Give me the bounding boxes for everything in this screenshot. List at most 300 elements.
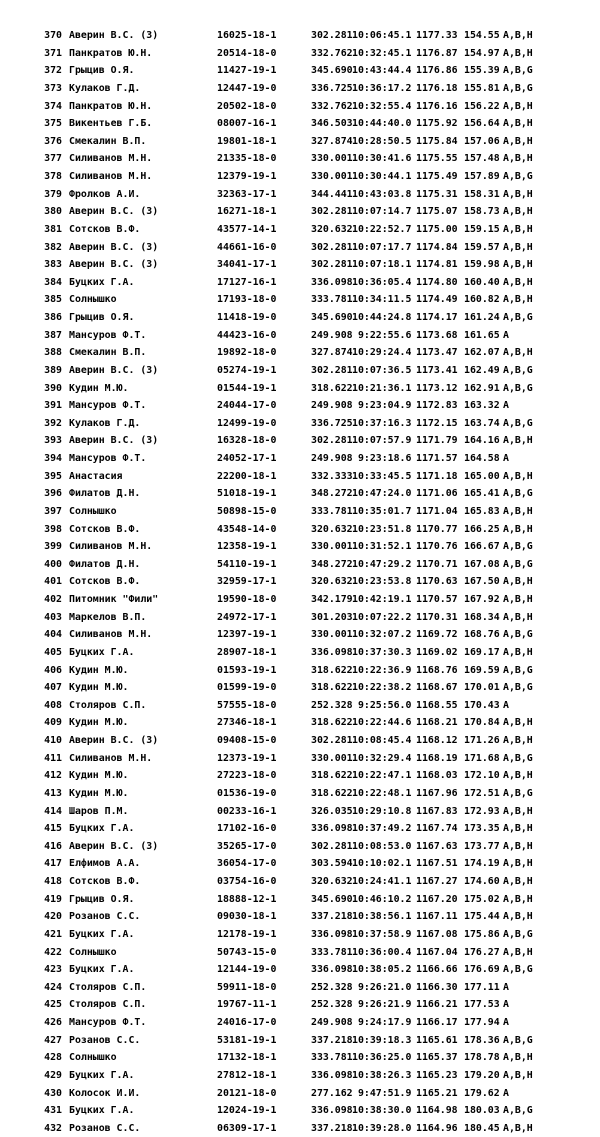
ring-number-cell: 01544-19-1 <box>217 382 277 394</box>
rank-cell: 408 <box>44 699 62 711</box>
rank-cell: 379 <box>44 188 62 200</box>
rank-cell: 398 <box>44 523 62 535</box>
speed-cell: 1171.79 <box>416 435 458 447</box>
coefficient-cell: 157.48 <box>464 153 500 165</box>
arrival-time-cell: 10:32:29.4 <box>352 752 412 764</box>
table-row <box>36 150 592 168</box>
coefficient-cell: 179.20 <box>464 1069 500 1081</box>
flags-cell: А,В,G <box>503 82 533 94</box>
flags-cell: А <box>503 329 509 341</box>
arrival-time-cell: 10:39:28.0 <box>352 1122 412 1134</box>
coefficient-cell: 155.39 <box>464 65 500 77</box>
flags-cell: А <box>503 699 509 711</box>
arrival-time-cell: 10:42:19.1 <box>352 594 412 605</box>
fancier-name-cell: Буцких Г.А. <box>69 823 135 835</box>
ring-number-cell: 20514-18-0 <box>217 47 277 59</box>
coefficient-cell: 161.24 <box>464 312 500 323</box>
speed-cell: 1168.67 <box>416 682 458 694</box>
speed-cell: 1175.00 <box>416 223 458 235</box>
rank-cell: 409 <box>44 717 62 729</box>
table-row <box>36 926 592 944</box>
distance-cell: 326.035 <box>311 805 353 817</box>
arrival-time-cell: 10:44:24.8 <box>352 312 412 323</box>
speed-cell: 1173.68 <box>416 329 458 341</box>
speed-cell: 1168.76 <box>416 664 458 676</box>
fancier-name-cell: Солнышко <box>69 946 117 958</box>
flags-cell: А,В,Н <box>503 858 533 870</box>
table-row <box>36 98 592 116</box>
fancier-name-cell: Солнышко <box>69 294 117 306</box>
flags-cell: А,В,Н <box>503 188 533 200</box>
ring-number-cell: 27346-18-1 <box>217 717 277 729</box>
distance-cell: 336.098 <box>311 1105 353 1117</box>
fancier-name-cell: Буцких Г.А. <box>69 276 135 288</box>
flags-cell: А,В,Н <box>503 594 533 605</box>
flags-cell: А,В,G <box>503 664 533 676</box>
arrival-time-cell: 10:32:55.4 <box>352 100 412 112</box>
speed-cell: 1167.96 <box>416 787 458 799</box>
distance-cell: 333.781 <box>311 505 353 517</box>
arrival-time-cell: 9:23:18.6 <box>352 453 412 464</box>
rank-cell: 375 <box>44 118 62 130</box>
speed-cell: 1174.49 <box>416 294 458 306</box>
ring-number-cell: 50743-15-0 <box>217 946 277 958</box>
flags-cell: А,В,Н <box>503 470 533 482</box>
table-row <box>36 221 592 239</box>
arrival-time-cell: 10:31:52.1 <box>352 541 412 553</box>
ring-number-cell: 21335-18-0 <box>217 153 277 165</box>
ring-number-cell: 24016-17-0 <box>217 1017 277 1028</box>
distance-cell: 337.218 <box>311 1122 353 1134</box>
arrival-time-cell: 9:23:04.9 <box>352 400 412 412</box>
distance-cell: 333.781 <box>311 946 353 958</box>
ring-number-cell: 24044-17-0 <box>217 400 277 412</box>
arrival-time-cell: 10:39:18.3 <box>352 1034 412 1046</box>
rank-cell: 424 <box>44 981 62 993</box>
flags-cell: А,В,Н <box>503 893 533 905</box>
table-row <box>36 961 592 979</box>
flags-cell: А,В,G <box>503 417 533 429</box>
fancier-name-cell: Кудин М.Ю. <box>69 382 129 394</box>
table-row <box>36 450 592 468</box>
speed-cell: 1174.17 <box>416 312 458 323</box>
coefficient-cell: 167.92 <box>464 594 500 605</box>
ring-number-cell: 19892-18-0 <box>217 347 277 359</box>
fancier-name-cell: Мансуров Ф.Т. <box>69 453 147 464</box>
rank-cell: 397 <box>44 505 62 517</box>
speed-cell: 1177.33 <box>416 30 458 41</box>
speed-cell: 1171.18 <box>416 470 458 482</box>
arrival-time-cell: 10:37:16.3 <box>352 417 412 429</box>
distance-cell: 302.281 <box>311 435 353 447</box>
speed-cell: 1175.31 <box>416 188 458 200</box>
table-row <box>36 697 592 715</box>
fancier-name-cell: Смекалин В.П. <box>69 347 147 359</box>
speed-cell: 1170.31 <box>416 611 458 623</box>
arrival-time-cell: 10:36:17.2 <box>352 82 412 94</box>
rank-cell: 416 <box>44 840 62 852</box>
speed-cell: 1167.08 <box>416 928 458 940</box>
rank-cell: 386 <box>44 312 62 323</box>
speed-cell: 1166.66 <box>416 964 458 976</box>
arrival-time-cell: 10:10:02.1 <box>352 858 412 870</box>
rank-cell: 389 <box>44 364 62 376</box>
distance-cell: 302.281 <box>311 840 353 852</box>
flags-cell: А,В,Н <box>503 805 533 817</box>
distance-cell: 336.098 <box>311 1069 353 1081</box>
coefficient-cell: 173.35 <box>464 823 500 835</box>
fancier-name-cell: Викентьев Г.Б. <box>69 118 153 130</box>
coefficient-cell: 180.03 <box>464 1105 500 1117</box>
coefficient-cell: 165.83 <box>464 505 500 517</box>
arrival-time-cell: 10:06:45.1 <box>352 30 412 41</box>
rank-cell: 413 <box>44 787 62 799</box>
table-row <box>36 908 592 926</box>
rank-cell: 394 <box>44 453 62 464</box>
table-row <box>36 803 592 821</box>
arrival-time-cell: 10:37:49.2 <box>352 823 412 835</box>
table-row <box>36 750 592 768</box>
flags-cell: А,В,Н <box>503 770 533 782</box>
flags-cell: А,В,Н <box>503 223 533 235</box>
ring-number-cell: 08007-16-1 <box>217 118 277 130</box>
coefficient-cell: 180.45 <box>464 1122 500 1134</box>
ring-number-cell: 16328-18-0 <box>217 435 277 447</box>
fancier-name-cell: Розанов С.С. <box>69 1122 141 1134</box>
distance-cell: 332.762 <box>311 100 353 112</box>
coefficient-cell: 165.41 <box>464 488 500 500</box>
flags-cell: А,В,G <box>503 488 533 500</box>
fancier-name-cell: Силиванов М.Н. <box>69 629 153 641</box>
coefficient-cell: 175.02 <box>464 893 500 905</box>
flags-cell: А,В,Н <box>503 735 533 746</box>
arrival-time-cell: 10:44:40.0 <box>352 118 412 130</box>
flags-cell: А,В,G <box>503 629 533 641</box>
coefficient-cell: 170.84 <box>464 717 500 729</box>
arrival-time-cell: 10:46:10.2 <box>352 893 412 905</box>
rank-cell: 432 <box>44 1122 62 1134</box>
ring-number-cell: 06309-17-1 <box>217 1122 277 1134</box>
distance-cell: 320.632 <box>311 223 353 235</box>
distance-cell: 249.908 <box>311 453 353 464</box>
table-row <box>36 186 592 204</box>
rank-cell: 423 <box>44 964 62 976</box>
coefficient-cell: 162.49 <box>464 364 500 376</box>
speed-cell: 1173.12 <box>416 382 458 394</box>
distance-cell: 337.218 <box>311 911 353 923</box>
speed-cell: 1168.03 <box>416 770 458 782</box>
distance-cell: 336.098 <box>311 964 353 976</box>
rank-cell: 400 <box>44 558 62 570</box>
arrival-time-cell: 10:22:52.7 <box>352 223 412 235</box>
rank-cell: 374 <box>44 100 62 112</box>
table-row <box>36 609 592 627</box>
distance-cell: 252.328 <box>311 699 353 711</box>
speed-cell: 1171.06 <box>416 488 458 500</box>
ring-number-cell: 43548-14-0 <box>217 523 277 535</box>
ring-number-cell: 20121-18-0 <box>217 1087 277 1099</box>
coefficient-cell: 164.58 <box>464 453 500 464</box>
table-row <box>36 732 592 750</box>
distance-cell: 330.001 <box>311 541 353 553</box>
rank-cell: 396 <box>44 488 62 500</box>
table-row <box>36 362 592 380</box>
distance-cell: 345.690 <box>311 312 353 323</box>
coefficient-cell: 170.01 <box>464 682 500 694</box>
arrival-time-cell: 9:22:55.6 <box>352 329 412 341</box>
coefficient-cell: 172.93 <box>464 805 500 817</box>
coefficient-cell: 175.86 <box>464 928 500 940</box>
flags-cell: А,В,Н <box>503 946 533 958</box>
rank-cell: 417 <box>44 858 62 870</box>
rank-cell: 371 <box>44 47 62 59</box>
table-row <box>36 397 592 415</box>
speed-cell: 1170.76 <box>416 541 458 553</box>
distance-cell: 333.781 <box>311 1052 353 1064</box>
speed-cell: 1166.17 <box>416 1017 458 1028</box>
arrival-time-cell: 10:38:05.2 <box>352 964 412 976</box>
distance-cell: 303.594 <box>311 858 353 870</box>
speed-cell: 1173.41 <box>416 364 458 376</box>
distance-cell: 345.690 <box>311 65 353 77</box>
distance-cell: 344.441 <box>311 188 353 200</box>
distance-cell: 318.622 <box>311 664 353 676</box>
fancier-name-cell: Панкратов Ю.Н. <box>69 47 153 59</box>
coefficient-cell: 157.06 <box>464 135 500 147</box>
speed-cell: 1168.19 <box>416 752 458 764</box>
coefficient-cell: 166.67 <box>464 541 500 553</box>
rank-cell: 407 <box>44 682 62 694</box>
flags-cell: А,В,Н <box>503 1122 533 1134</box>
rank-cell: 373 <box>44 82 62 94</box>
speed-cell: 1165.21 <box>416 1087 458 1099</box>
ring-number-cell: 59911-18-0 <box>217 981 277 993</box>
ring-number-cell: 34041-17-1 <box>217 259 277 271</box>
fancier-name-cell: Филатов Д.Н. <box>69 558 141 570</box>
ring-number-cell: 11427-19-1 <box>217 65 277 77</box>
rank-cell: 370 <box>44 30 62 41</box>
ring-number-cell: 51018-19-1 <box>217 488 277 500</box>
table-row <box>36 626 592 644</box>
ring-number-cell: 24972-17-1 <box>217 611 277 623</box>
table-row <box>36 573 592 591</box>
speed-cell: 1166.21 <box>416 999 458 1011</box>
speed-cell: 1175.55 <box>416 153 458 165</box>
flags-cell: А <box>503 400 509 412</box>
arrival-time-cell: 10:07:57.9 <box>352 435 412 447</box>
arrival-time-cell: 10:35:01.7 <box>352 505 412 517</box>
coefficient-cell: 179.62 <box>464 1087 500 1099</box>
rank-cell: 372 <box>44 65 62 77</box>
coefficient-cell: 162.07 <box>464 347 500 359</box>
rank-cell: 382 <box>44 241 62 253</box>
distance-cell: 345.690 <box>311 893 353 905</box>
arrival-time-cell: 10:36:25.0 <box>352 1052 412 1064</box>
ring-number-cell: 24052-17-1 <box>217 453 277 464</box>
distance-cell: 318.622 <box>311 717 353 729</box>
ring-number-cell: 03754-16-0 <box>217 876 277 887</box>
speed-cell: 1166.30 <box>416 981 458 993</box>
rank-cell: 392 <box>44 417 62 429</box>
arrival-time-cell: 10:33:45.5 <box>352 470 412 482</box>
coefficient-cell: 177.53 <box>464 999 500 1011</box>
distance-cell: 330.001 <box>311 171 353 182</box>
table-row <box>36 785 592 803</box>
fancier-name-cell: Аверин В.С. (3) <box>69 259 159 271</box>
coefficient-cell: 165.00 <box>464 470 500 482</box>
table-row <box>36 62 592 80</box>
table-row <box>36 80 592 98</box>
rank-cell: 419 <box>44 893 62 905</box>
arrival-time-cell: 10:34:11.5 <box>352 294 412 306</box>
arrival-time-cell: 10:38:56.1 <box>352 911 412 923</box>
arrival-time-cell: 10:43:03.8 <box>352 188 412 200</box>
speed-cell: 1165.61 <box>416 1034 458 1046</box>
distance-cell: 302.281 <box>311 735 353 746</box>
coefficient-cell: 171.26 <box>464 735 500 746</box>
table-row <box>36 468 592 486</box>
fancier-name-cell: Грыцив О.Я. <box>69 65 135 77</box>
coefficient-cell: 159.98 <box>464 259 500 271</box>
arrival-time-cell: 10:21:36.1 <box>352 382 412 394</box>
speed-cell: 1168.12 <box>416 735 458 746</box>
flags-cell: А,В,Н <box>503 717 533 729</box>
arrival-time-cell: 10:07:17.7 <box>352 241 412 253</box>
distance-cell: 330.001 <box>311 153 353 165</box>
fancier-name-cell: Аверин В.С. (3) <box>69 435 159 447</box>
speed-cell: 1170.77 <box>416 523 458 535</box>
coefficient-cell: 169.17 <box>464 646 500 658</box>
arrival-time-cell: 10:32:45.1 <box>352 47 412 59</box>
coefficient-cell: 169.59 <box>464 664 500 676</box>
fancier-name-cell: Мансуров Ф.Т. <box>69 329 147 341</box>
speed-cell: 1167.27 <box>416 876 458 887</box>
distance-cell: 318.622 <box>311 682 353 694</box>
table-row <box>36 873 592 891</box>
speed-cell: 1168.55 <box>416 699 458 711</box>
coefficient-cell: 160.40 <box>464 276 500 288</box>
distance-cell: 346.503 <box>311 118 353 130</box>
coefficient-cell: 161.65 <box>464 329 500 341</box>
rank-cell: 430 <box>44 1087 62 1099</box>
table-row <box>36 662 592 680</box>
coefficient-cell: 159.57 <box>464 241 500 253</box>
fancier-name-cell: Буцких Г.А. <box>69 964 135 976</box>
fancier-name-cell: Сотсков В.Ф. <box>69 223 141 235</box>
table-row <box>36 644 592 662</box>
ring-number-cell: 00233-16-1 <box>217 805 277 817</box>
speed-cell: 1173.47 <box>416 347 458 359</box>
ring-number-cell: 12397-19-1 <box>217 629 277 641</box>
rank-cell: 384 <box>44 276 62 288</box>
ring-number-cell: 09408-15-0 <box>217 735 277 746</box>
fancier-name-cell: Буцких Г.А. <box>69 928 135 940</box>
table-row <box>36 1032 592 1050</box>
distance-cell: 333.781 <box>311 294 353 306</box>
ring-number-cell: 12358-19-1 <box>217 541 277 553</box>
distance-cell: 348.272 <box>311 558 353 570</box>
distance-cell: 252.328 <box>311 981 353 993</box>
distance-cell: 327.874 <box>311 347 353 359</box>
fancier-name-cell: Аверин В.С. (3) <box>69 30 159 41</box>
flags-cell: А <box>503 1017 509 1028</box>
table-row <box>36 521 592 539</box>
coefficient-cell: 175.44 <box>464 911 500 923</box>
table-row <box>36 820 592 838</box>
rank-cell: 414 <box>44 805 62 817</box>
coefficient-cell: 171.68 <box>464 752 500 764</box>
arrival-time-cell: 10:29:10.8 <box>352 805 412 817</box>
distance-cell: 301.203 <box>311 611 353 623</box>
coefficient-cell: 156.22 <box>464 100 500 112</box>
fancier-name-cell: Кудин М.Ю. <box>69 664 129 676</box>
ring-number-cell: 43577-14-1 <box>217 223 277 235</box>
coefficient-cell: 172.51 <box>464 787 500 799</box>
fancier-name-cell: Кулаков Г.Д. <box>69 417 141 429</box>
coefficient-cell: 163.74 <box>464 417 500 429</box>
flags-cell: А,В,Н <box>503 30 533 41</box>
rank-cell: 406 <box>44 664 62 676</box>
ring-number-cell: 54110-19-1 <box>217 558 277 570</box>
flags-cell: А,В,Н <box>503 876 533 887</box>
arrival-time-cell: 10:08:53.0 <box>352 840 412 852</box>
table-row <box>36 115 592 133</box>
coefficient-cell: 163.32 <box>464 400 500 412</box>
table-row <box>36 1014 592 1032</box>
distance-cell: 302.281 <box>311 364 353 376</box>
ring-number-cell: 01599-19-0 <box>217 682 277 694</box>
coefficient-cell: 166.25 <box>464 523 500 535</box>
rank-cell: 383 <box>44 259 62 271</box>
table-row <box>36 1120 592 1137</box>
table-row <box>36 274 592 292</box>
table-row <box>36 380 592 398</box>
speed-cell: 1167.63 <box>416 840 458 852</box>
coefficient-cell: 177.94 <box>464 1017 500 1028</box>
table-row <box>36 979 592 997</box>
flags-cell: А <box>503 453 509 464</box>
ring-number-cell: 27223-18-0 <box>217 770 277 782</box>
flags-cell: А,В,Н <box>503 1052 533 1064</box>
speed-cell: 1170.71 <box>416 558 458 570</box>
ring-number-cell: 11418-19-0 <box>217 312 277 323</box>
speed-cell: 1167.83 <box>416 805 458 817</box>
fancier-name-cell: Сотсков В.Ф. <box>69 576 141 588</box>
speed-cell: 1176.86 <box>416 65 458 77</box>
speed-cell: 1174.80 <box>416 276 458 288</box>
speed-cell: 1168.21 <box>416 717 458 729</box>
ring-number-cell: 09030-18-1 <box>217 911 277 923</box>
table-row <box>36 309 592 327</box>
table-row <box>36 415 592 433</box>
table-row <box>36 239 592 257</box>
flags-cell: А,В,Н <box>503 611 533 623</box>
rank-cell: 412 <box>44 770 62 782</box>
flags-cell: А,В,G <box>503 541 533 553</box>
speed-cell: 1175.07 <box>416 206 458 218</box>
rank-cell: 428 <box>44 1052 62 1064</box>
arrival-time-cell: 10:28:50.5 <box>352 135 412 147</box>
ring-number-cell: 28907-18-1 <box>217 646 277 658</box>
distance-cell: 330.001 <box>311 752 353 764</box>
arrival-time-cell: 10:22:48.1 <box>352 787 412 799</box>
arrival-time-cell: 9:25:56.0 <box>352 699 412 711</box>
distance-cell: 337.218 <box>311 1034 353 1046</box>
ring-number-cell: 12024-19-1 <box>217 1105 277 1117</box>
distance-cell: 336.098 <box>311 928 353 940</box>
ring-number-cell: 19767-11-1 <box>217 999 277 1011</box>
distance-cell: 277.162 <box>311 1087 353 1099</box>
